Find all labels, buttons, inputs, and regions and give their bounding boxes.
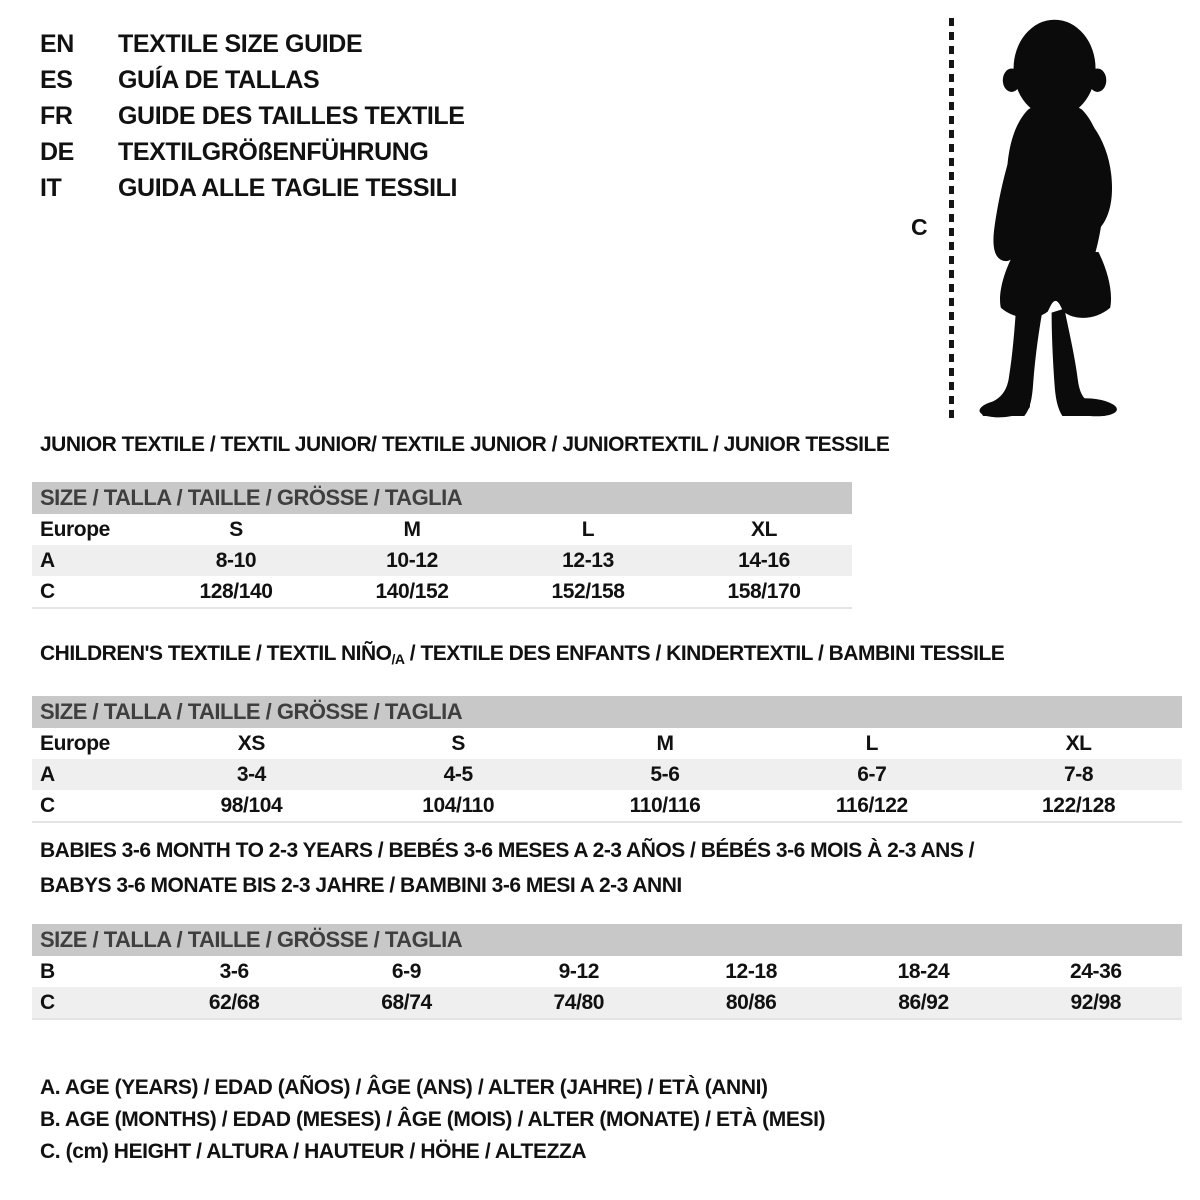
table-row bbox=[32, 514, 852, 545]
age-cell: 8-10 bbox=[215, 548, 257, 572]
age-cell: 10-12 bbox=[386, 548, 438, 572]
age-cell: 3-4 bbox=[236, 762, 266, 786]
children-title-subscript: /A bbox=[391, 651, 405, 667]
language-title-list bbox=[40, 26, 465, 206]
table-row bbox=[32, 759, 1182, 790]
guide-title-en: TEXTILE SIZE GUIDE bbox=[118, 29, 363, 58]
height-cell: 158/170 bbox=[727, 579, 801, 603]
row-label: B bbox=[40, 959, 55, 983]
babies-size-header-bar: SIZE / TALLA / TAILLE / GRÖSSE / TAGLIA bbox=[32, 924, 1182, 956]
babies-section-title-line1: BABIES 3-6 MONTH TO 2-3 YEARS / BEBÉS 3-6 MESES A 2-3 AÑOS / BÉBÉS 3-6 MOIS À 2-3 ANS / bbox=[40, 839, 975, 862]
height-cell: 104/110 bbox=[422, 793, 495, 817]
height-cell: 116/122 bbox=[835, 793, 908, 817]
babies-section-title-line2: BABYS 3-6 MONATE BIS 2-3 JAHRE / BAMBINI 3-6 MESI A 2-3 ANNI bbox=[40, 874, 682, 897]
children-size-header-bar: SIZE / TALLA / TAILLE / GRÖSSE / TAGLIA bbox=[32, 696, 1182, 728]
table-row bbox=[32, 728, 1182, 759]
height-cell: 140/152 bbox=[375, 579, 449, 603]
junior-size-table bbox=[32, 514, 852, 609]
size-cell: L bbox=[865, 731, 878, 755]
guide-title-de: TEXTILGRÖßENFÜHRUNG bbox=[118, 137, 429, 166]
language-row-fr bbox=[40, 98, 465, 134]
age-cell: 6-9 bbox=[391, 959, 422, 983]
language-row-it bbox=[40, 170, 465, 206]
legend-line-a: A. AGE (YEARS) / EDAD (AÑOS) / ÂGE (ANS) / ALTER (JAHRE) / ETÀ (ANNI) bbox=[40, 1076, 768, 1099]
size-cell: M bbox=[403, 517, 421, 541]
language-row-en bbox=[40, 26, 465, 62]
table-row bbox=[32, 545, 852, 576]
age-cell: 9-12 bbox=[558, 959, 600, 983]
size-cell: S bbox=[451, 731, 465, 755]
row-label: A bbox=[40, 548, 55, 572]
row-label: C bbox=[40, 579, 55, 603]
age-cell: 6-7 bbox=[857, 762, 887, 786]
height-measure-label: C bbox=[911, 214, 928, 240]
size-cell: XL bbox=[750, 517, 778, 541]
height-cell: 80/86 bbox=[725, 990, 777, 1014]
size-cell: XL bbox=[1065, 731, 1092, 755]
language-code: ES bbox=[40, 65, 73, 94]
children-section-title bbox=[40, 643, 1182, 670]
age-cell: 5-6 bbox=[650, 762, 680, 786]
height-cell: 98/104 bbox=[220, 793, 283, 817]
row-label: Europe bbox=[40, 731, 110, 755]
children-textile-section bbox=[32, 643, 1182, 823]
guide-title-it: GUIDA ALLE TAGLIE TESSILI bbox=[118, 173, 458, 202]
height-cell: 86/92 bbox=[898, 990, 949, 1014]
age-cell: 4-5 bbox=[443, 762, 473, 786]
age-cell: 24-36 bbox=[1069, 959, 1122, 983]
size-cell: M bbox=[656, 731, 674, 755]
babies-textile-section bbox=[32, 840, 1182, 1020]
junior-size-header-bar: SIZE / TALLA / TAILLE / GRÖSSE / TAGLIA bbox=[32, 482, 852, 514]
measurement-legend bbox=[40, 1072, 825, 1168]
row-label: C bbox=[40, 793, 55, 817]
children-title-main: CHILDREN'S TEXTILE / TEXTIL NIÑO bbox=[40, 642, 392, 665]
language-code: IT bbox=[40, 173, 62, 202]
height-cell: 92/98 bbox=[1070, 990, 1122, 1014]
language-code: DE bbox=[40, 137, 74, 166]
size-cell: XS bbox=[237, 731, 265, 755]
age-cell: 18-24 bbox=[897, 959, 950, 983]
height-cell: 68/74 bbox=[381, 990, 432, 1014]
guide-title-es: GUÍA DE TALLAS bbox=[118, 65, 320, 94]
age-cell: 12-13 bbox=[562, 548, 614, 572]
row-label: A bbox=[40, 762, 55, 786]
age-cell: 3-6 bbox=[219, 959, 249, 983]
babies-size-table bbox=[32, 956, 1182, 1020]
height-cell: 74/80 bbox=[553, 990, 605, 1014]
height-cell: 62/68 bbox=[208, 990, 260, 1014]
row-label: C bbox=[40, 990, 55, 1014]
height-cell: 128/140 bbox=[199, 579, 273, 603]
height-figure bbox=[905, 8, 1160, 422]
table-row bbox=[32, 576, 852, 608]
size-cell: L bbox=[581, 517, 595, 541]
junior-textile-section bbox=[32, 433, 890, 609]
age-cell: 12-18 bbox=[725, 959, 777, 983]
table-row bbox=[32, 956, 1182, 987]
children-title-rest: / TEXTILE DES ENFANTS / KINDERTEXTIL / BAMBINI TESSILE bbox=[404, 642, 1005, 665]
table-row bbox=[32, 790, 1182, 822]
children-size-table bbox=[32, 728, 1182, 823]
height-cell: 110/116 bbox=[629, 793, 701, 817]
language-code: EN bbox=[40, 29, 74, 58]
legend-line-c: C. (cm) HEIGHT / ALTURA / HAUTEUR / HÖHE / ALTEZZA bbox=[40, 1140, 587, 1163]
size-cell: S bbox=[229, 517, 243, 541]
height-measure-dashed-line bbox=[949, 18, 954, 418]
language-code: FR bbox=[40, 101, 73, 130]
junior-section-title: JUNIOR TEXTILE / TEXTIL JUNIOR/ TEXTILE JUNIOR / JUNIORTEXTIL / JUNIOR TESSILE bbox=[40, 433, 890, 456]
language-row-es bbox=[40, 62, 465, 98]
toddler-silhouette-icon bbox=[963, 8, 1150, 418]
age-cell: 7-8 bbox=[1064, 762, 1094, 786]
language-row-de bbox=[40, 134, 465, 170]
height-cell: 122/128 bbox=[1042, 793, 1116, 817]
legend-line-b: B. AGE (MONTHS) / EDAD (MESES) / ÂGE (MOIS) / ALTER (MONATE) / ETÀ (MESI) bbox=[40, 1108, 826, 1131]
guide-title-fr: GUIDE DES TAILLES TEXTILE bbox=[118, 101, 465, 130]
row-label: Europe bbox=[40, 517, 110, 541]
height-cell: 152/158 bbox=[551, 579, 625, 603]
age-cell: 14-16 bbox=[738, 548, 790, 572]
table-row bbox=[32, 987, 1182, 1019]
